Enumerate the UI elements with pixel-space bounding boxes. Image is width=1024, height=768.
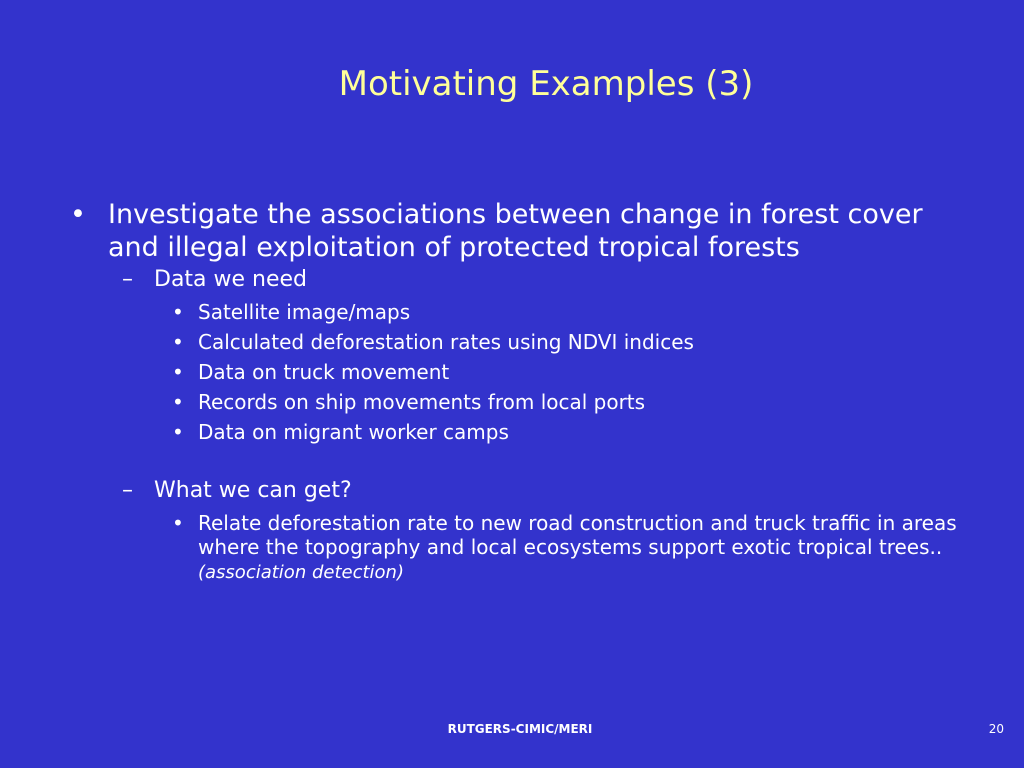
- list-item-text: Data on truck movement: [198, 360, 450, 384]
- list-item: [70, 390, 978, 414]
- main-bullet-text: Investigate the associations between change in forest cover and illegal exploitation of protected tropical forests: [108, 199, 923, 263]
- subheading-text: Data we need: [154, 267, 308, 292]
- list-item: [70, 300, 978, 324]
- list-item: [70, 360, 978, 384]
- bullet-icon: •: [172, 330, 184, 354]
- main-bullet-point: [70, 198, 938, 264]
- list-item-text: Records on ship movements from local ports: [198, 390, 646, 414]
- bullet-icon: •: [70, 199, 86, 230]
- bullet-icon: •: [172, 511, 184, 535]
- spacer: [70, 444, 970, 475]
- list-item: [70, 330, 978, 354]
- list-item-text: Relate deforestation rate to new road construction and truck traffic in areas where the topography and local ecosystems support exotic tropical trees..: [198, 511, 957, 559]
- slide-content: [70, 198, 970, 585]
- footer-text: RUTGERS-CIMIC/MERI: [447, 722, 593, 736]
- subheading-data-we-need: [70, 266, 970, 294]
- bullet-icon: •: [172, 390, 184, 414]
- dash-icon: –: [122, 267, 133, 292]
- list-item-text: Satellite image/maps: [198, 300, 411, 324]
- bullet-icon: •: [172, 360, 184, 384]
- dash-icon: –: [122, 478, 133, 503]
- list-item: [70, 420, 978, 444]
- list-item-text: Data on migrant worker camps: [198, 420, 509, 444]
- subheading-text: What we can get?: [154, 478, 352, 503]
- page-number: 20: [988, 722, 1004, 736]
- slide-title: Motivating Examples (3): [338, 64, 754, 104]
- list-item: [70, 511, 978, 585]
- list-item-italic-note: (association detection): [198, 562, 404, 583]
- subheading-what-we-can-get: [70, 477, 970, 505]
- list-item-text: Calculated deforestation rates using NDVI indices: [198, 330, 694, 354]
- bullet-icon: •: [172, 300, 184, 324]
- bullet-icon: •: [172, 420, 184, 444]
